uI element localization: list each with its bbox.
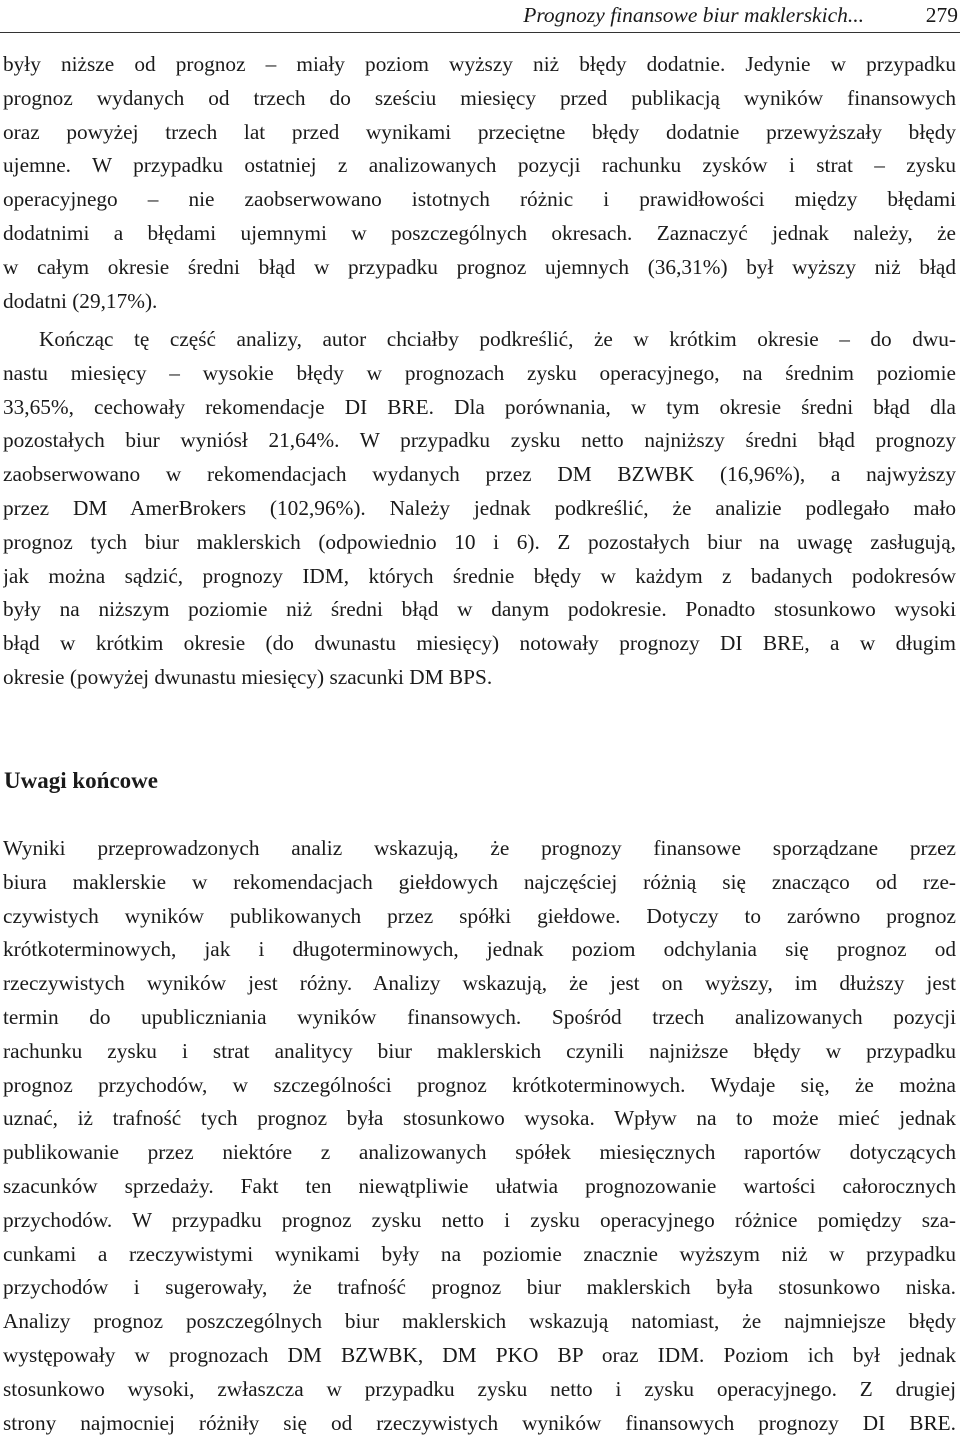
- text-line: dodatni (29,17%).: [3, 288, 158, 313]
- paragraph-summary: [3, 323, 956, 695]
- text-line: rzeczywistych wyników jest różny. Analizy wskazują, że jest on wyższy, im dłuższy jest: [3, 971, 956, 996]
- text-line: przychodów i sugerowały, że trafność prognoz biur maklerskich była stosunkowo niska.: [3, 1275, 956, 1300]
- text-line: zaobserwowano w rekomendacjach wydanych przez DM BZWBK (16,96%), a najwyższy: [3, 462, 956, 487]
- paragraph-conclusions: [3, 832, 956, 1440]
- text-line: cunkami a rzeczywistymi wynikami były na poziomie znacznie wyższym niż w przypadku: [3, 1241, 956, 1266]
- text-line: 33,65%, cechowały rekomendacje DI BRE. Dla porównania, w tym okresie średni błąd dla: [3, 394, 956, 419]
- text-line: Kończąc tę część analizy, autor chciałby podkreślić, że w krótkim okresie – do dwu-: [39, 327, 956, 351]
- text-line: prognoz tych biur maklerskich (odpowiednio 10 i 6). Z pozostałych biur na uwagę zasługują,: [3, 529, 956, 554]
- text-line: błąd w krótkim okresie (do dwunastu miesięcy) notowały prognozy DI BRE, a w długim: [3, 631, 956, 656]
- text-line: jak można sądzić, prognozy IDM, których średnie błędy w każdym z badanych podokresów: [3, 563, 956, 588]
- text-line: uznać, iż trafność tych prognoz była stosunkowo wysoka. Wpływ na to może mieć jednak: [3, 1106, 956, 1131]
- text-line: ujemne. W przypadku ostatniej z analizowanych pozycji rachunku zysków i strat – zysku: [3, 153, 956, 178]
- text-line: stosunkowo wysoki, zwłaszcza w przypadku zysku netto i zysku operacyjnego. Z drugiej: [3, 1376, 956, 1401]
- text-line: Wyniki przeprowadzonych analiz wskazują, że prognozy finansowe sporządzane przez: [3, 836, 956, 860]
- text-line: publikowanie przez niektóre z analizowanych spółek miesięcznych raportów dotyczących: [3, 1140, 956, 1165]
- running-header: [0, 0, 960, 32]
- text-line: były na niższym poziomie niż średni błąd w danym podokresie. Ponadto stosunkowo wysoki: [3, 597, 956, 622]
- text-line: dodatnimi a błędami ujemnymi w poszczególnych okresach. Zaznaczyć jednak należy, że: [3, 220, 956, 245]
- text-line: nastu miesięcy – wysokie błędy w prognozach zysku operacyjnego, na średnim poziomie: [3, 360, 956, 385]
- text-line: szacunków sprzedaży. Fakt ten niewątpliwie ułatwia prognozowanie wartości całorocznych: [3, 1173, 956, 1198]
- text-line: krótkoterminowych, jak i długoterminowych, jednak poziom odchylania się prognoz od: [3, 937, 956, 962]
- section-heading: Uwagi końcowe: [4, 768, 158, 793]
- text-line: operacyjnego – nie zaobserwowano istotnych różnic i prawidłowości między błędami: [3, 187, 956, 212]
- text-line: pozostałych biur wyniósł 21,64%. W przypadku zysku netto najniższy średni błąd prognozy: [3, 428, 956, 453]
- text-line: prognoz przychodów, w szczególności prognoz krótkoterminowych. Wydaje się, że można: [3, 1072, 956, 1097]
- header-rule: [0, 32, 960, 33]
- text-line: oraz powyżej trzech lat przed wynikami przeciętne błędy dodatnie przewyższały błędy: [3, 119, 956, 144]
- text-line: strony najmocniej różniły się od rzeczywistych wyników finansowych prognozy DI BRE.: [3, 1410, 956, 1435]
- text-line: okresie (powyżej dwunastu miesięcy) szacunki DM BPS.: [3, 664, 493, 689]
- text-line: występowały w prognozach DM BZWBK, DM PKO BP oraz IDM. Poziom ich był jednak: [3, 1342, 956, 1367]
- text-line: termin do upubliczniania wyników finansowych. Spośród trzech analizowanych pozycji: [3, 1004, 956, 1029]
- text-line: w całym okresie średni błąd w przypadku prognoz ujemnych (36,31%) był wyższy niż błąd: [3, 254, 956, 279]
- text-line: rachunku zysku i strat analitycy biur maklerskich czynili najniższe błędy w przypadku: [3, 1038, 956, 1063]
- text-line: przez DM AmerBrokers (102,96%). Należy jednak podkreślić, że analizie podlegało mało: [3, 495, 956, 520]
- text-line: były niższe od prognoz – miały poziom wyższy niż błędy dodatnie. Jedynie w przypadku: [3, 52, 956, 76]
- page-number: 279: [925, 3, 958, 27]
- running-title: Prognozy finansowe biur maklerskich...: [523, 3, 864, 27]
- text-line: Analizy prognoz poszczególnych biur maklerskich wskazują natomiast, że najmniejsze błędy: [3, 1309, 956, 1334]
- paragraph-continued: [3, 48, 956, 318]
- text-line: przychodów. W przypadku prognoz zysku netto i zysku operacyjnego różnice pomiędzy sza-: [3, 1207, 956, 1232]
- text-line: czywistych wyników publikowanych przez spółki giełdowe. Dotyczy to zarówno prognoz: [3, 903, 956, 928]
- text-line: prognoz wydanych od trzech do sześciu miesięcy przed publikacją wyników finansowych: [3, 85, 956, 110]
- text-line: biura maklerskie w rekomendacjach giełdowych najczęściej różnią się znacząco od rze-: [3, 869, 956, 894]
